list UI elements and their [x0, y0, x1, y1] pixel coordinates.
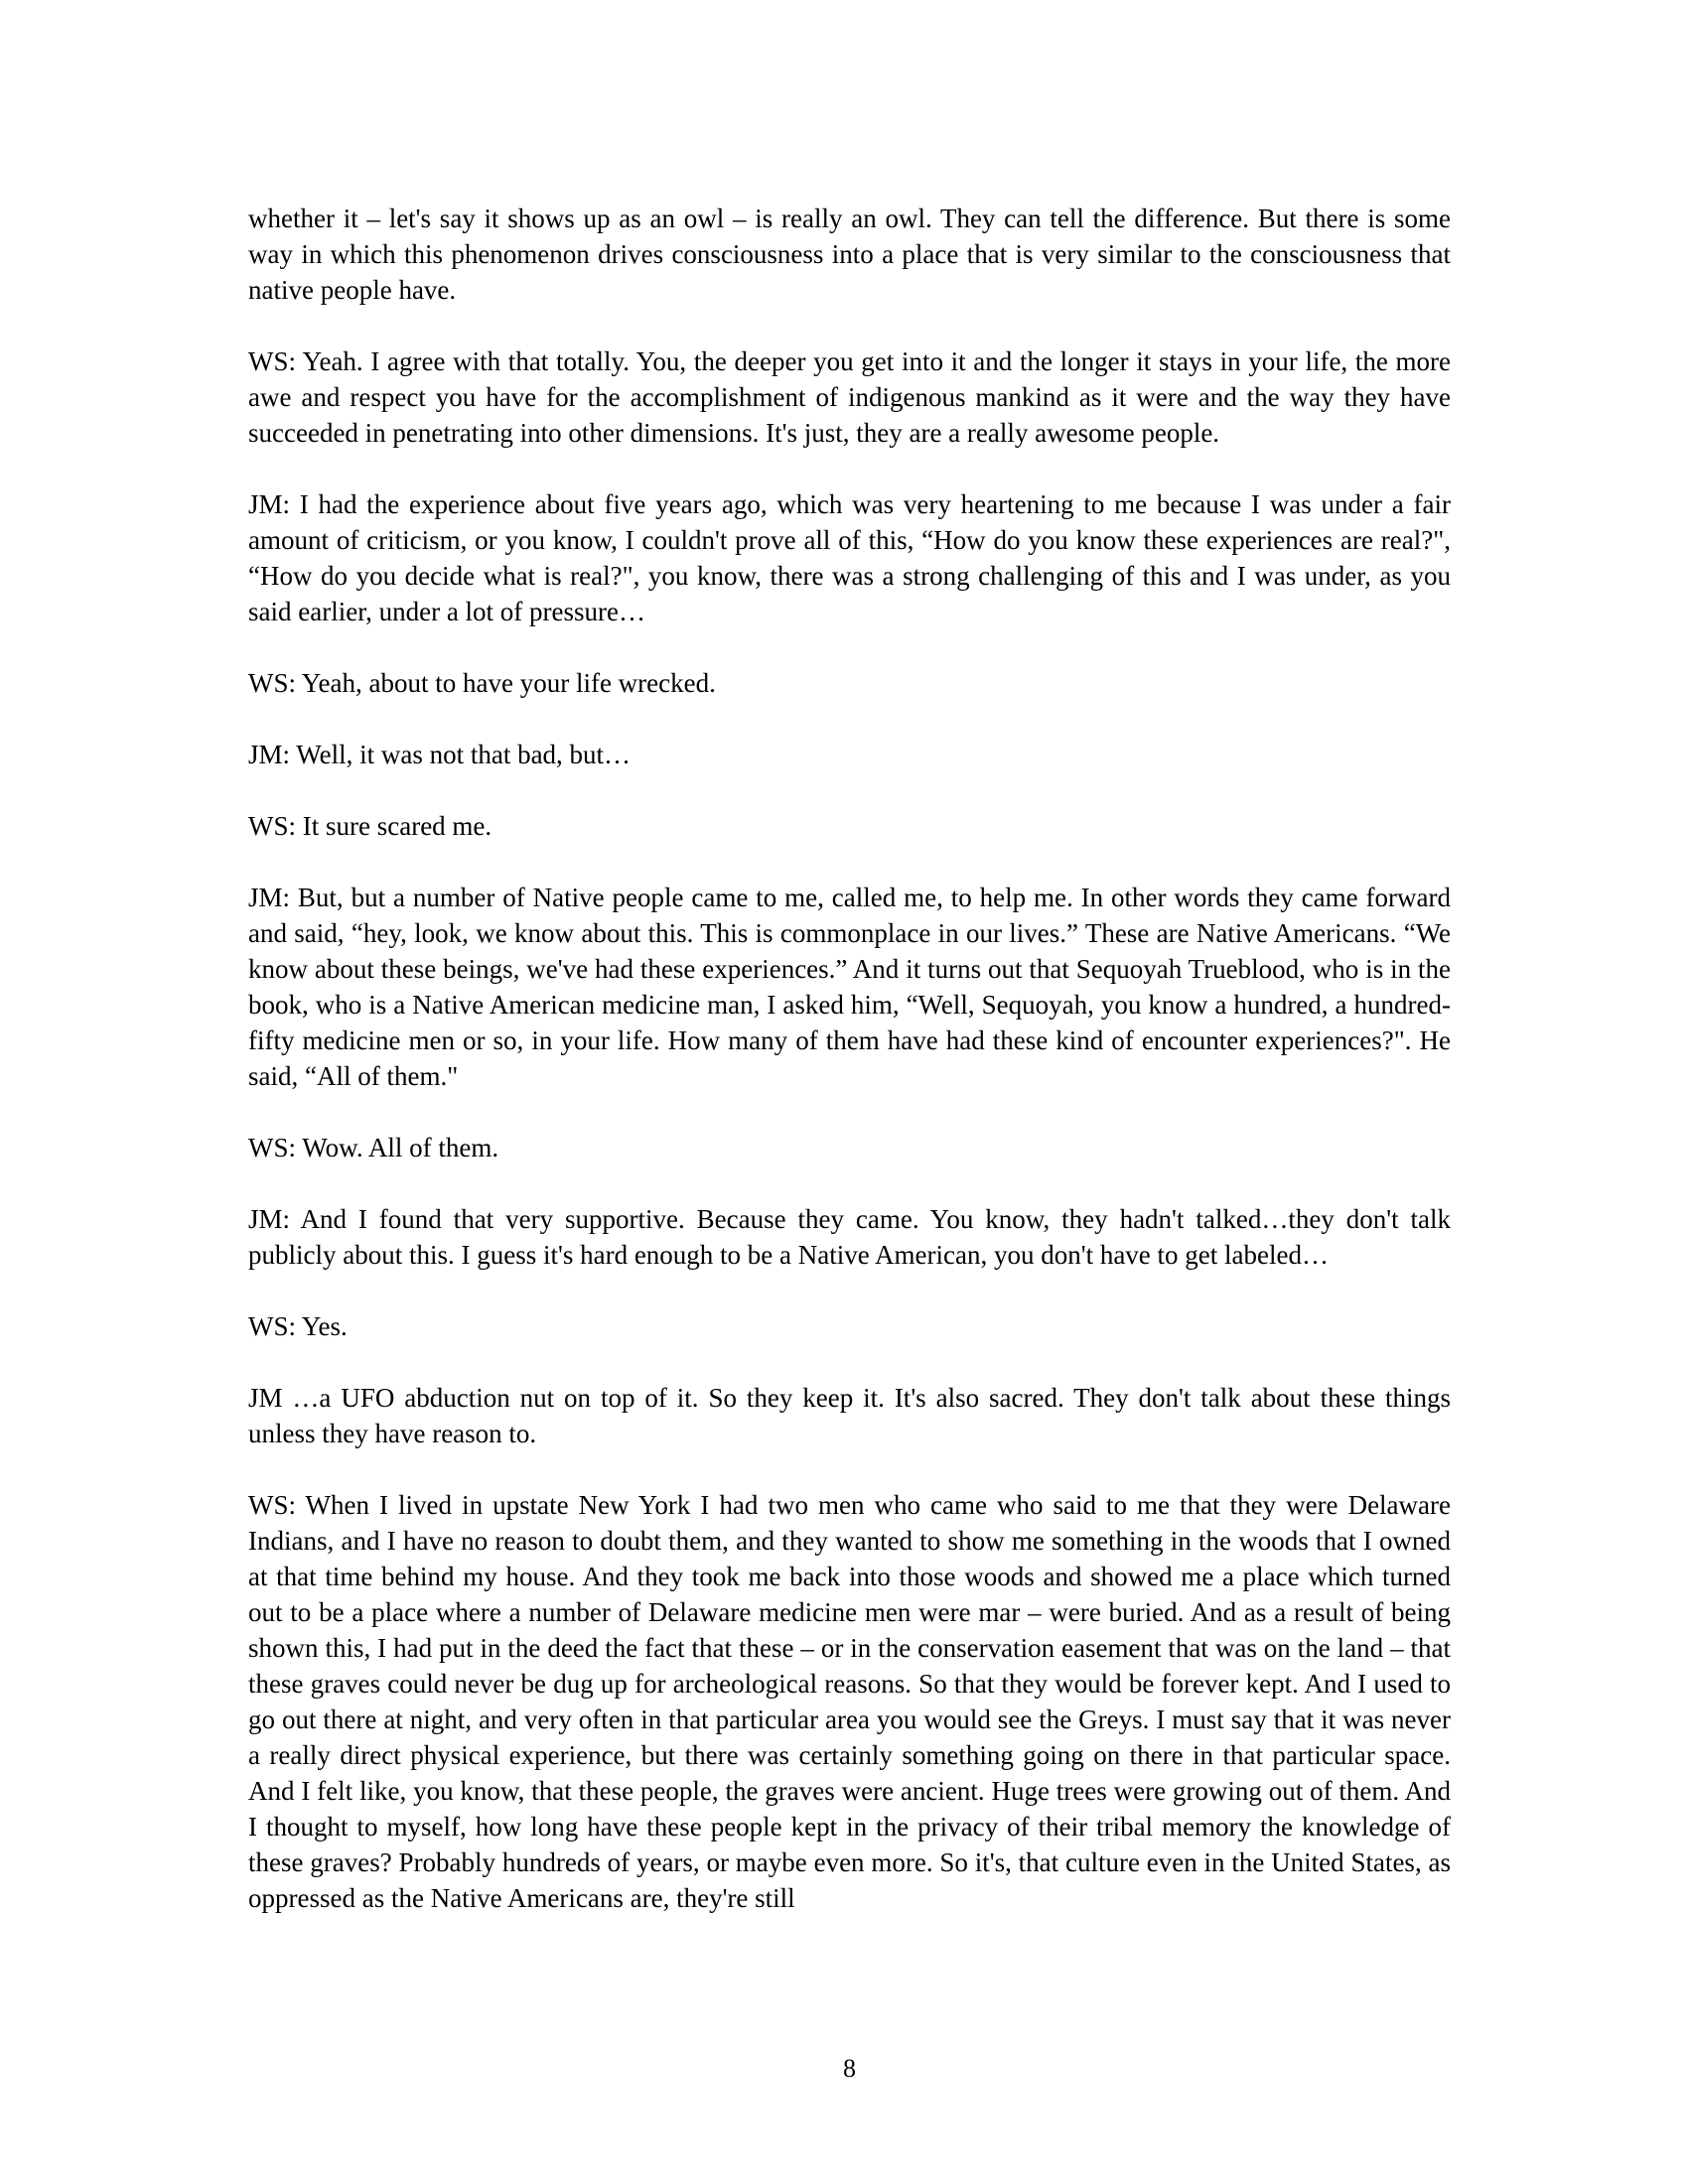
transcript-paragraph-jm-3: JM: But, but a number of Native people came to me, called me, to help me. In other words they came forward and said, “hey, look, we know about this. This is commonplace in our lives.” These are Native Americans. “We know about these beings, we've had these experiences.” And it turns out that Sequoyah Trueblood, who is in the book, who is a Native American medicine man, I asked him, “Well, Sequoyah, you know a hundred, a hundred-fifty medicine men or so, in your life. How many of them have had these kind of encounter experiences?". He said, “All of them." — [248, 883, 1451, 1091]
transcript-paragraph-ws-4: WS: Wow. All of them. — [248, 1133, 499, 1162]
transcript-paragraph-jm-1: JM: I had the experience about five years ago, which was very heartening to me because I was under a fair amount of criticism, or you know, I couldn't prove all of this, “How do you know these experiences are real?", “How do you decide what is real?", you know, there was a strong challenging of this and I was under, as you said earlier, under a lot of pressure… — [248, 489, 1451, 626]
transcript-paragraph-ws-1: WS: Yeah. I agree with that totally. You, the deeper you get into it and the longer it stays in your life, the more awe and respect you have for the accomplishment of indigenous mankind as it were and the way they have succeeded in penetrating into other dimensions. It's just, they are a really awesome people. — [248, 346, 1451, 448]
transcript-body — [248, 201, 1451, 1952]
transcript-paragraph-ws-6: WS: When I lived in upstate New York I had two men who came who said to me that they were Delaware Indians, and I have no reason to doubt them, and they wanted to show me something in the woods that I owned at that time behind my house. And they took me back into those woods and showed me a place which turned out to be a place where a number of Delaware medicine men were mar – were buried. And as a result of being shown this, I had put in the deed the fact that these – or in the conservation easement that was on the land – that these graves could never be dug up for archeological reasons. So that they would be forever kept. And I used to go out there at night, and very often in that particular area you would see the Greys. I must say that it was never a really direct physical experience, but there was certainly something going on there in that particular space. And I felt like, you know, that these people, the graves were ancient. Huge trees were growing out of them. And I thought to myself, how long have these people kept in the privacy of their tribal memory the knowledge of these graves? Probably hundreds of years, or maybe even more. So it's, that culture even in the United States, as oppressed as the Native Americans are, they're still — [248, 1490, 1451, 1913]
transcript-paragraph-jm-2: JM: Well, it was not that bad, but… — [248, 740, 632, 769]
page-number: 8 — [843, 2054, 856, 2083]
transcript-paragraph-jm-4: JM: And I found that very supportive. Because they came. You know, they hadn't talked…they don't talk publicly about this. I guess it's hard enough to be a Native American, you don't have to get labeled… — [248, 1204, 1451, 1270]
transcript-paragraph-continuation: whether it – let's say it shows up as an owl – is really an owl. They can tell the difference. But there is some way in which this phenomenon drives consciousness into a place that is very similar to the consciousness that native people have. — [248, 204, 1451, 305]
transcript-paragraph-ws-5: WS: Yes. — [248, 1311, 348, 1341]
transcript-paragraph-ws-2: WS: Yeah, about to have your life wrecked. — [248, 668, 716, 698]
transcript-paragraph-jm-5: JM …a UFO abduction nut on top of it. So they keep it. It's also sacred. They don't talk about these things unless they have reason to. — [248, 1383, 1451, 1448]
transcript-paragraph-ws-3: WS: It sure scared me. — [248, 811, 492, 841]
